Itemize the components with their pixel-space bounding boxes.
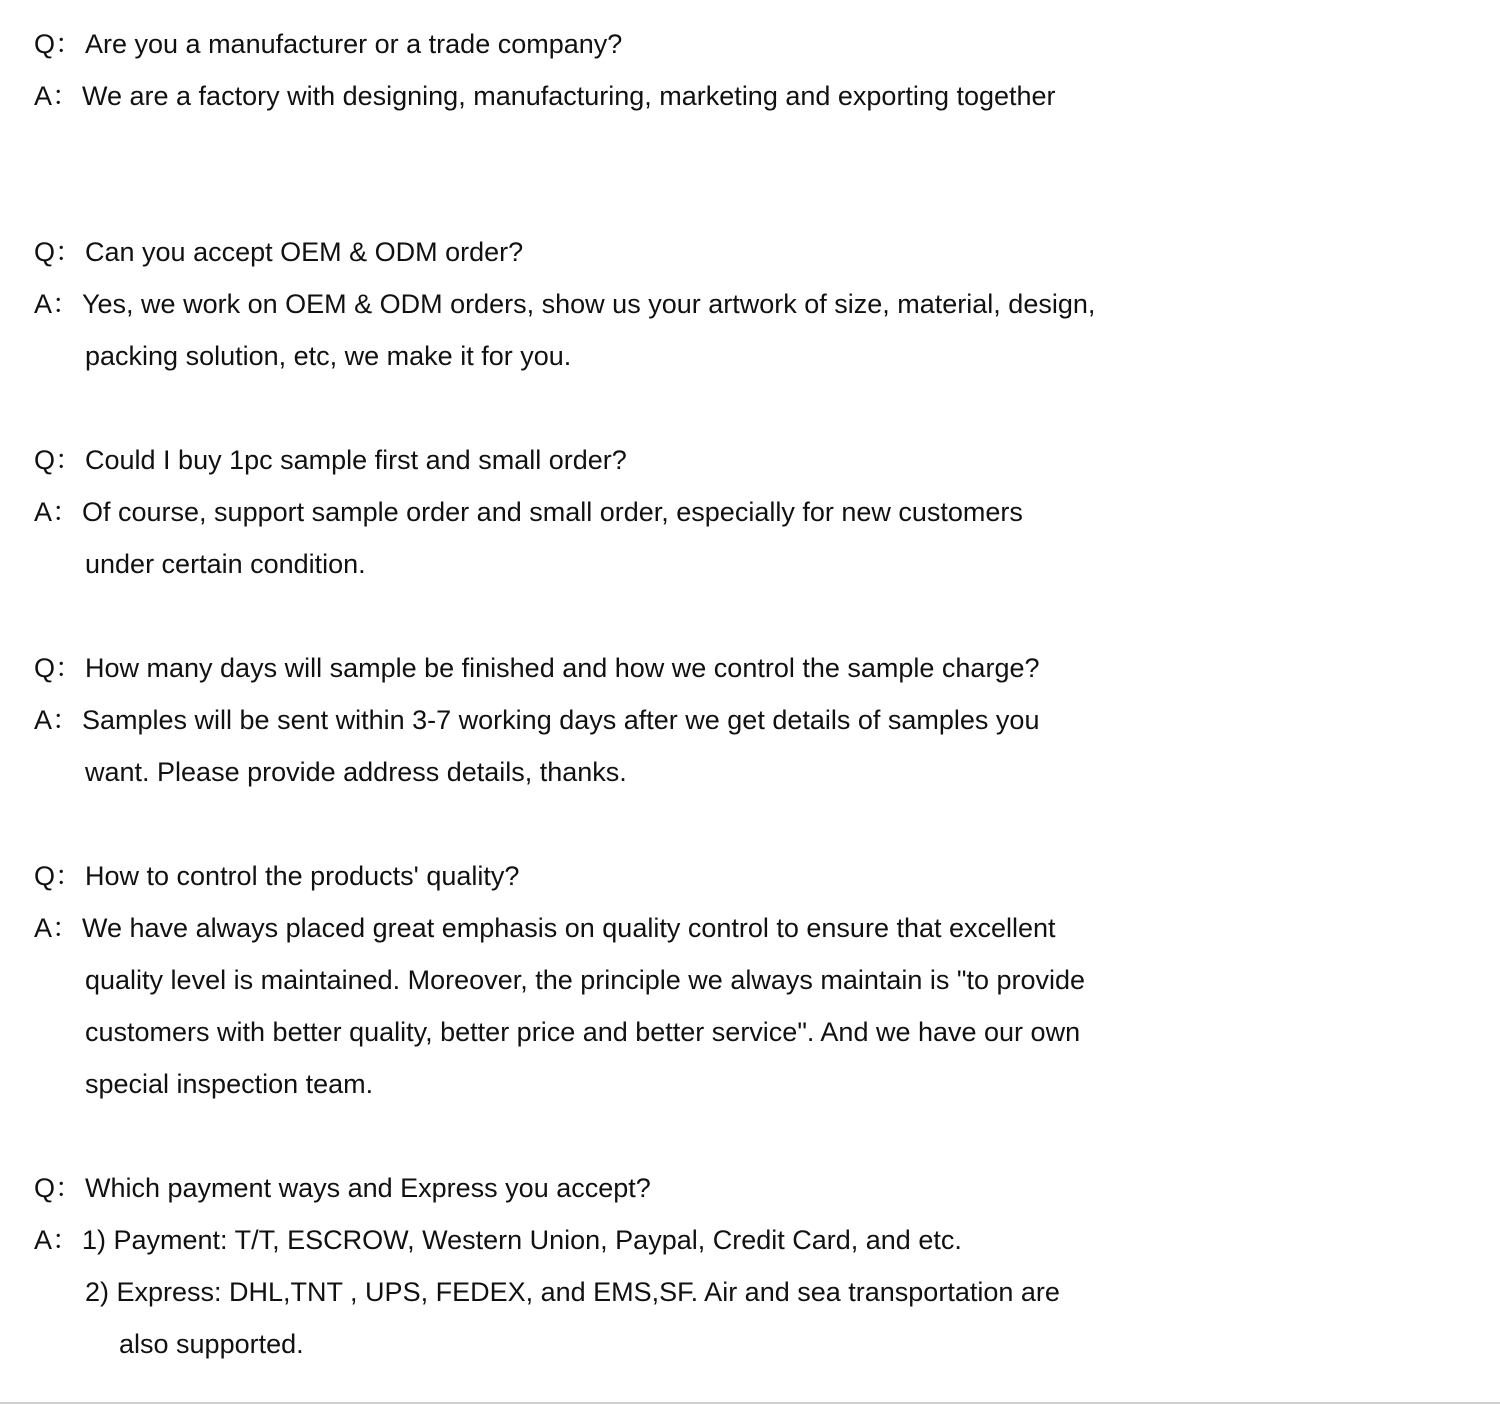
answer-text: Samples will be sent within 3-7 working days after we get details of samples you bbox=[82, 705, 1040, 735]
question-text: How to control the products' quality? bbox=[85, 861, 520, 891]
answer-text: Of course, support sample order and small order, especially for new customers bbox=[82, 497, 1023, 527]
answer-text: want. Please provide address details, thanks. bbox=[85, 757, 627, 787]
answer-text: also supported. bbox=[119, 1329, 304, 1359]
answer-text: 1) Payment: T/T, ESCROW, Western Union, Paypal, Credit Card, and etc. bbox=[82, 1225, 962, 1255]
answer-prefix: A： bbox=[34, 705, 80, 735]
question-prefix: Q： bbox=[34, 653, 83, 683]
answer-text: 2) Express: DHL,TNT , UPS, FEDEX, and EMS,SF. Air and sea transportation are bbox=[85, 1277, 1060, 1307]
answer-prefix: A： bbox=[34, 913, 80, 943]
answer-prefix: A： bbox=[34, 497, 80, 527]
question-text: Which payment ways and Express you accept? bbox=[85, 1173, 651, 1203]
question-text: Could I buy 1pc sample first and small order? bbox=[85, 445, 627, 475]
question-prefix: Q： bbox=[34, 237, 83, 267]
question-text: Are you a manufacturer or a trade company? bbox=[85, 29, 623, 59]
question-text: How many days will sample be finished and how we control the sample charge? bbox=[85, 653, 1040, 683]
answer-prefix: A： bbox=[34, 1225, 80, 1255]
answer-text: special inspection team. bbox=[85, 1069, 374, 1099]
answer-text: under certain condition. bbox=[85, 549, 366, 579]
question-text: Can you accept OEM & ODM order? bbox=[85, 237, 524, 267]
question-prefix: Q： bbox=[34, 1173, 83, 1203]
answer-prefix: A： bbox=[34, 289, 80, 319]
answer-text: We are a factory with designing, manufacturing, marketing and exporting together bbox=[82, 81, 1056, 111]
question-prefix: Q： bbox=[34, 29, 83, 59]
question-prefix: Q： bbox=[34, 861, 83, 891]
answer-text: Yes, we work on OEM & ODM orders, show us your artwork of size, material, design, bbox=[82, 289, 1096, 319]
answer-text: packing solution, etc, we make it for you. bbox=[85, 341, 572, 371]
question-prefix: Q： bbox=[34, 445, 83, 475]
answer-text: customers with better quality, better price and better service". And we have our own bbox=[85, 1017, 1081, 1047]
answer-prefix: A： bbox=[34, 81, 80, 111]
answer-text: We have always placed great emphasis on quality control to ensure that excellent bbox=[82, 913, 1056, 943]
answer-text: quality level is maintained. Moreover, the principle we always maintain is "to provide bbox=[85, 965, 1086, 995]
